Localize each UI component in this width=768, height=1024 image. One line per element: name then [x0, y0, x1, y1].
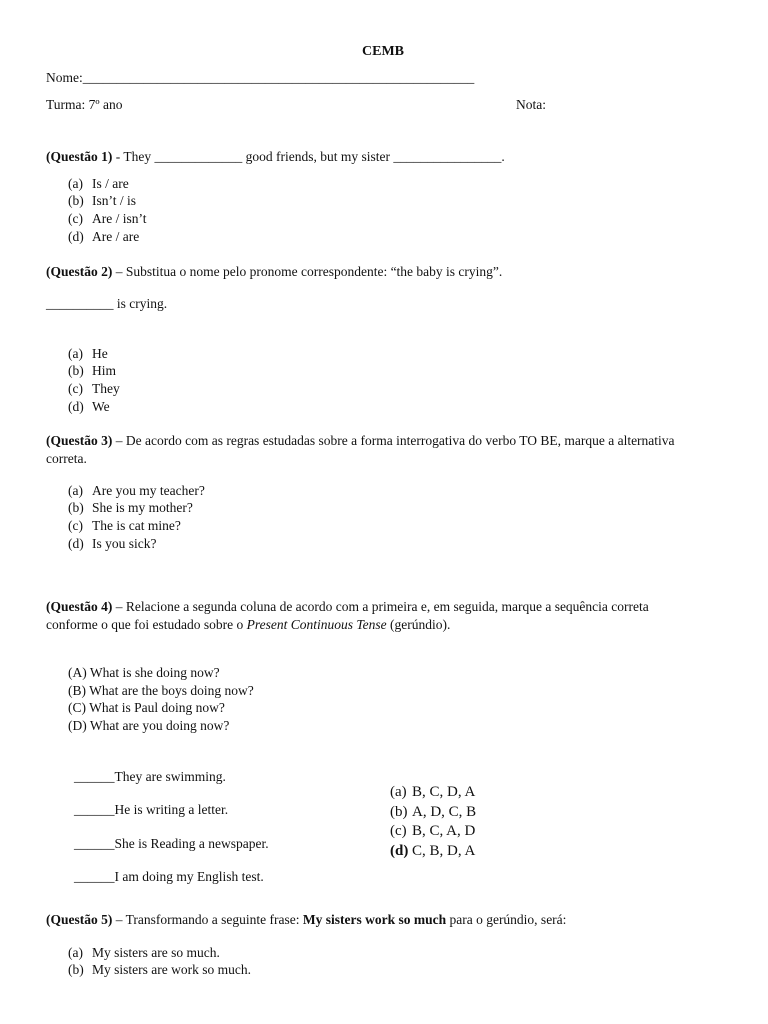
question-1-text: - They _____________ good friends, but my sister ________________. — [112, 149, 505, 164]
option-key: (d) — [68, 229, 84, 244]
question-3-text-line1: – De acordo com as regras estudadas sobre a forma interrogativa do verbo TO BE, marque a alternativa — [112, 433, 675, 448]
option-key: (a) — [68, 176, 83, 191]
question-4-item-a: (A) What is she doing now? — [68, 665, 220, 680]
option-text: Is / are — [92, 176, 129, 191]
question-4-answer-3[interactable]: ______She is Reading a newspaper. — [74, 836, 269, 851]
option-key: (a) — [68, 945, 83, 960]
question-2-option-d[interactable] — [68, 399, 110, 415]
option-text: My sisters are work so much. — [92, 962, 251, 977]
question-3-text-line2: correta. — [46, 451, 87, 466]
option-key: (d) — [68, 536, 84, 551]
question-4-prompt — [46, 599, 649, 615]
question-5-option-b[interactable] — [68, 962, 251, 978]
question-4-item-c: (C) What is Paul doing now? — [68, 700, 225, 715]
option-key: (c) — [390, 823, 407, 839]
question-2-option-b[interactable] — [68, 363, 116, 379]
question-5-option-a[interactable] — [68, 945, 220, 961]
question-2-option-a[interactable] — [68, 346, 108, 362]
option-text: We — [92, 399, 110, 414]
option-text: Are / are — [92, 229, 140, 244]
question-4-text-line2 — [46, 617, 450, 633]
option-key: (c) — [68, 381, 83, 396]
question-5-label: (Questão 5) — [46, 912, 113, 927]
option-text: Isn’t / is — [92, 193, 137, 208]
option-key: (a) — [68, 483, 83, 498]
option-text: My sisters are so much. — [92, 945, 220, 960]
question-1-option-b[interactable] — [68, 193, 136, 209]
question-4-answer-2[interactable]: ______He is writing a letter. — [74, 802, 229, 817]
option-text: Are you my teacher? — [92, 483, 205, 498]
option-key: (c) — [68, 211, 83, 226]
question-4-item-d: (D) What are you doing now? — [68, 718, 230, 733]
line2-end: (gerúndio). — [386, 617, 451, 632]
option-key: (d) — [68, 399, 84, 414]
question-2-blank-line[interactable]: __________ is crying. — [46, 296, 168, 311]
option-key: (b) — [68, 500, 84, 515]
question-3-prompt — [46, 433, 675, 449]
question-3-label: (Questão 3) — [46, 433, 113, 448]
option-key: (b) — [390, 804, 408, 820]
option-key: (b) — [68, 962, 84, 977]
line2-start: conforme o que foi estudado sobre o — [46, 617, 247, 632]
option-text: B, C, D, A — [412, 784, 476, 800]
question-5-prompt — [46, 912, 566, 928]
option-text: The is cat mine? — [92, 518, 181, 533]
nota-label: Nota: — [516, 97, 546, 112]
question-4-option-b[interactable] — [390, 803, 476, 821]
option-text: They — [92, 381, 120, 396]
option-text: He — [92, 346, 108, 361]
question-5-sentence: My sisters work so much — [302, 912, 447, 927]
option-key: (d) — [390, 843, 409, 859]
tense-name: Present Continuous Tense — [246, 617, 387, 632]
option-text: B, C, A, D — [412, 823, 476, 839]
question-3-option-b[interactable] — [68, 500, 193, 516]
question-1-prompt — [46, 149, 505, 165]
question-3-option-c[interactable] — [68, 518, 181, 534]
option-key: (b) — [68, 363, 84, 378]
question-4-option-c[interactable] — [390, 822, 475, 840]
nome-field[interactable] — [46, 70, 474, 86]
question-1-option-c[interactable] — [68, 211, 147, 227]
nome-blank: __________________________________________________________ — [82, 70, 475, 85]
option-text: She is my mother? — [92, 500, 193, 515]
question-1-option-a[interactable] — [68, 176, 129, 192]
option-key: (a) — [68, 346, 83, 361]
option-key: (c) — [68, 518, 83, 533]
question-3-option-a[interactable] — [68, 483, 205, 499]
question-4-text-line1: – Relacione a segunda coluna de acordo com a primeira e, em seguida, marque a sequência correta — [112, 599, 649, 614]
question-2-text: – Substitua o nome pelo pronome correspondente: “the baby is crying”. — [112, 264, 503, 279]
question-2-option-c[interactable] — [68, 381, 120, 397]
question-4-answer-1[interactable]: ______They are swimming. — [74, 769, 226, 784]
turma-label: Turma: 7º ano — [46, 97, 123, 112]
option-text: Are / isn’t — [92, 211, 147, 226]
question-4-option-d[interactable] — [390, 842, 475, 860]
question-4-answer-4[interactable]: ______I am doing my English test. — [74, 869, 264, 884]
question-2-prompt — [46, 264, 502, 280]
question-4-option-a[interactable] — [390, 783, 475, 801]
option-text: C, B, D, A — [412, 843, 476, 859]
question-5-text-end: para o gerúndio, será: — [446, 912, 567, 927]
option-text: Him — [92, 363, 117, 378]
option-text: A, D, C, B — [412, 804, 477, 820]
nome-label: Nome: — [46, 70, 83, 85]
question-3-option-d[interactable] — [68, 536, 157, 552]
question-1-option-d[interactable] — [68, 229, 139, 245]
option-key: (a) — [390, 784, 407, 800]
question-4-item-b: (B) What are the boys doing now? — [68, 683, 254, 698]
question-4-label: (Questão 4) — [46, 599, 113, 614]
page-title: CEMB — [362, 44, 404, 59]
question-2-label: (Questão 2) — [46, 264, 113, 279]
question-1-label: (Questão 1) — [46, 149, 113, 164]
option-text: Is you sick? — [92, 536, 157, 551]
option-key: (b) — [68, 193, 84, 208]
question-5-text-start: – Transformando a seguinte frase: — [112, 912, 303, 927]
